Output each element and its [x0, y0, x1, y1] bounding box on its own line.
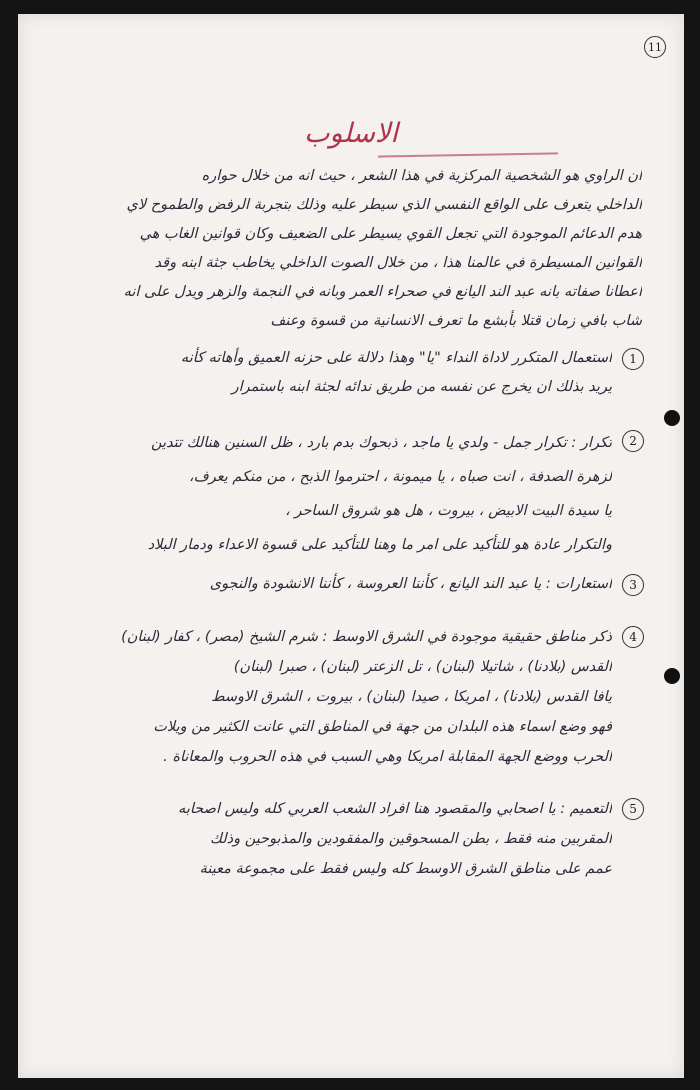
- list-item-2: [44, 426, 644, 562]
- item-number-circle: 3: [622, 574, 644, 596]
- item-line: يافا القدس (بلادنا) ، امريكا ، صيدا (لبنان) ، بيروت ، الشرق الاوسط: [211, 689, 612, 705]
- item-line: استعمال المتكرر لاداة النداء "يا" وهذا دلالة على حزنه العميق وأهاته كأنه: [180, 350, 612, 366]
- title-underline: [378, 152, 558, 157]
- page-title: الاسلوب: [304, 118, 398, 149]
- intro-line: الداخلي يتعرف على الواقع النفسي الذي سيطر عليه وذلك بتجربة الرفض والطموح لاي: [126, 197, 642, 213]
- punch-hole: [664, 668, 680, 684]
- item-line: عمم على مناطق الشرق الاوسط كله وليس فقط على مجموعة معينة: [199, 861, 612, 877]
- item-line: استعارات : يا عبد الند اليانع ، كأننا العروسة ، كأننا الانشودة والنجوى: [209, 576, 612, 592]
- item-line: والتكرار عادة هو للتأكيد على امر ما وهنا للتأكيد على قسوة الاعداء ودمار البلاد: [147, 537, 612, 553]
- item-line: ذكر مناطق حقيقية موجودة في الشرق الاوسط : شرم الشيخ (مصر) ، كفار (لبنان): [121, 629, 612, 645]
- item-line: فهو وضع اسماء هذه البلدان من جهة في المناطق التي عانت الكثير من ويلات: [153, 719, 612, 735]
- item-number-circle: 2: [622, 430, 644, 452]
- document-page: [18, 14, 684, 1078]
- item-line: القدس (بلادنا) ، شاتيلا (لبنان) ، تل الزعتر (لبنان) ، صبرا (لبنان): [233, 659, 612, 675]
- item-line: الحرب ووضع الجهة المقابلة امريكا وهي السبب في هذه الحروب والمعاناة .: [163, 749, 612, 765]
- item-line: لزهرة الصدفة ، انت صباه ، يا ميمونة ، احترموا الذبح ، من منكم يعرف،: [189, 469, 612, 485]
- intro-line: القوانين المسيطرة في عالمنا هذا ، من خلال الصوت الداخلي يخاطب جثة ابنه وقد: [154, 255, 642, 271]
- intro-line: هدم الدعائم الموجودة التي تجعل القوي يسيطر على الضعيف وكان قوانين الغاب هي: [139, 226, 642, 242]
- item-number-circle: 1: [622, 348, 644, 370]
- item-number-circle: 4: [622, 626, 644, 648]
- list-item-5: [44, 794, 644, 884]
- item-line: يا سيدة البيت الابيض ، بيروت ، هل هو شروق الساحر ،: [285, 503, 612, 519]
- item-line: التعميم : يا اصحابي والمقصود هنا افراد الشعب العربي كله وليس اصحابه: [178, 801, 612, 817]
- intro-line: اعطانا صفاته بانه عبد الند اليانع في صحراء العمر وبانه في النجمة والزهر ويدل على انه: [123, 284, 642, 300]
- item-line: يريد بذلك ان يخرج عن نفسه من طريق ندائه لجثة ابنه باستمرار: [231, 379, 612, 395]
- item-number-circle: 5: [622, 798, 644, 820]
- punch-hole: [664, 410, 680, 426]
- intro-line: ان الراوي هو الشخصية المركزية في هذا الشعر ، حيث انه من خلال حواره: [201, 168, 642, 184]
- item-line: تكرار : تكرار جمل - ولدي يا ماجد ، ذبحوك بدم بارد ، ظل السنين هنالك تتدين: [151, 435, 612, 451]
- list-item-3: [44, 570, 644, 599]
- page-number: 11: [644, 36, 666, 58]
- item-line: المقربين منه فقط ، بطن المسحوقين والمفقودين والمذبوحين وذلك: [209, 831, 612, 847]
- list-item-4: [44, 622, 644, 772]
- intro-line: شاب بافي زمان قتلا بأبشع ما تعرف الانسانية من قسوة وعنف: [270, 313, 642, 329]
- list-item-1: [44, 344, 644, 402]
- intro-paragraph: [62, 162, 642, 336]
